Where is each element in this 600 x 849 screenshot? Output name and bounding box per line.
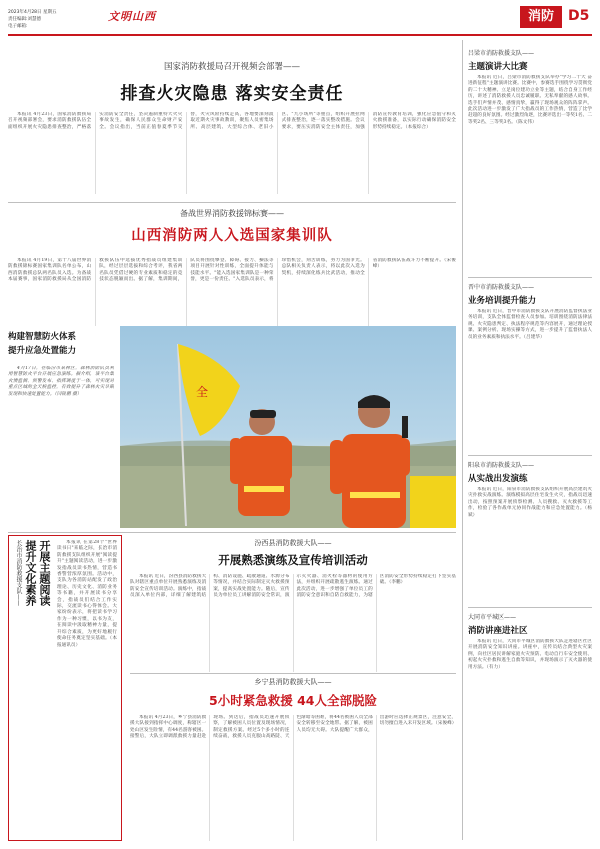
xiangning-kicker: 乡宁县消防救援大队—— (254, 678, 332, 686)
luliang-body: 本报讯 近日，吕梁市消防救援支队举办"学习二十大 奋进新征程"主题演讲比赛。比赛中，参赛选手围绕学习贯彻党的二十大精神、立足岗位建功立业等主题，结合自身工作经历，讲述了消防救援人员忠诚履职、无私奉献的感人故事。选手们声情并茂、感情真挚，赢得了现场观众的阵阵掌声。此次活动进一步激发了广大指战员的工作热情，营造了比学赶超的良好氛围。经过激烈角逐，比赛评选出一等奖1名、二等奖2名、三等奖3名。（陈文伟） (468, 75, 592, 125)
lead-body: 本报讯 4月23日，国家消防救援局召开视频部署会，要求消防救援队伍全面组织开展火灾隐患排查整治，严格落实消防安全责任，坚决遏制重特大火灾事故发生，确保人民群众生命财产安全。会议指出，当前正值春夏季节交替，火灾风险持续走高，各地要深刻汲取近期火灾事故教训，聚焦人员密集场所、高层建筑、大型综合体、老旧小区、"九小场所"等重点，组织开展拉网式排查整治，逐一落实整改措施。会议要求，要压实消防安全主体责任，加强消防宣传教育培训，强化应急值守和灭火救援准备，以实际行动确保消防安全形势持续稳定。（本报综合） (8, 112, 456, 130)
divider (468, 607, 592, 608)
header-editor: 责任编辑:刘慧德 (8, 17, 42, 22)
lead-kicker: 国家消防救援局召开视频会部署—— (163, 62, 300, 72)
header-red-rule (8, 34, 592, 36)
jinzhong-body: 本报讯 近日，晋中市消防救援支队开展消防监督执法业务培训，支队全体监督检查人员参加。培训围绕消防法律法规、火灾隐患判定、执法程序规范等内容展开，通过理论授课、案例分析、现场实操等方式，进一步提升了监督执法人员的业务素质和执法水平。（吕建华） (468, 309, 592, 340)
divider (468, 455, 592, 456)
header-date: 2023年4月28日 星期五 (8, 10, 57, 15)
luliang-kicker: 吕梁市消防救援支队—— (468, 50, 535, 57)
changzhi-box (8, 535, 122, 841)
left-promo (8, 330, 114, 528)
header-email: 电子邮箱: (8, 24, 28, 29)
section-badge: 消防 (520, 6, 562, 28)
left-promo-body: 4月17日，在临汾市某林区，森林消防队员利用智慧防火平台开展应急演练。据介绍，该平台集火情监测、预警发布、指挥调度于一体，可实现对重点区域的全天候监控，有效提升了森林火灾早期发现和快速处置能力。（闫锐鹏 摄） (8, 366, 114, 397)
xiangning-body: 本报讯 4月23日，乡宁县消防救援大队接到指挥中心调度，称辖区一处山区发生险情，有44名游客被困。接警后，大队立即调派救援力量赶赴现场。到达后，指战员迅速开展侦察，了解被困人员位置及现场情况，制定救援方案。经过5个多小时的连续奋战，救援人员克服山高路陡、天色渐暗等困难，将44名被困人员全部安全转移至安全地带。据了解，被困人员均无大碍。大队提醒广大群众，出游时应选择正规景区，注意安全，切勿擅自进入未开发区域。（宋俊峰） (130, 715, 456, 740)
divider (130, 673, 456, 674)
changzhi-body: 本报讯 在第28个"世界读书日"来临之际，长治市消防救援支队组织开展"阅读提升"主题阅读活动，进一步激发指战员读书热情，营造书香警营浓厚氛围。活动中，支队为各消防站配发了政治理论、历史文化、消防业务等书籍，并开展读书分享会，指战员们结合工作实际，交流读书心得体会。大家纷纷表示，将把读书学习作为一种习惯，以书为友，在阅读中汲取精神力量，提升综合素质，为更好地履行使命任务奠定坚实基础。（本报通讯员） (57, 540, 117, 648)
changzhi-side-kicker: 长治市消防救援支队—— (15, 540, 22, 606)
xiangning-title: 5小时紧急救援 44人全部脱险 (209, 693, 377, 708)
brand-logo: 文明山西 (108, 10, 156, 23)
datong-body: 本报讯 近日，大同市平城区消防救援大队走进辖区社区开展消防安全知识讲座。讲座中，宣传员结合典型火灾案例，向社区居民讲解家庭火灾预防、电动自行车安全使用、初起火灾扑救和逃生自救等知识，并现场演示了灭火器的使用方法。（有力） (468, 639, 592, 670)
fenxi-body: 本报讯 近日，汾西县消防救援大队对辖区重点单位开展熟悉演练及消防安全宣传培训活动。演练中，指战员深入单位内部，详细了解建筑结构、消防设施、疏散通道、水源分布等情况，并结合实际制定灭火救援预案，提高实战处置能力。随后，宣传员为单位员工讲解消防安全常识，演示灭火器、消火栓等器材的使用方法，并组织开展疏散逃生演练。通过此次活动，进一步增强了单位员工的消防安全意识和自防自救能力，为辖区消防安全形势持续稳定打下坚实基础。（李鹏） (130, 574, 456, 599)
changzhi-title: 开展主题阅读 提升文化素养 (24, 540, 51, 606)
lead-article (8, 60, 456, 194)
right-column (468, 48, 592, 729)
jinzhong-title: 业务培训提升能力 (468, 296, 537, 306)
luliang-title: 主题演讲大比赛 (468, 62, 528, 72)
yangquan-kicker: 阳泉市消防救援支队—— (468, 462, 535, 469)
ranking-body: 本报讯 4月19日，第十八届世界消防救援锦标赛国家集训队名单公布，山西消防救援总队两名队员入选。为备战本届赛事，国家消防救援局从全国消防救援队伍中选拔优秀指战员组建集训队，经过层层选拔和综合考评，我省两名队员凭借过硬的专业素质和稳定的竞技状态脱颖而出。据了解，集训期间，队员将围绕攀登、障碍、接力、操法等项目开展针对性训练，全面提升体能与技能水平。"能入选国家集训队是一种荣誉，更是一份责任。"入选队员表示，将珍惜机会，刻苦训练，努力为国争光。总队相关负责人表示，将以此次入选为契机，持续深化练兵比武活动，推动全省消防救援队伍战斗力不断提升。（宋俊峰） (8, 258, 456, 283)
left-promo-title: 构建智慧防火体系 提升应急处置能力 (8, 332, 77, 356)
divider (8, 202, 456, 203)
datong-kicker: 大同市平城区—— (468, 614, 517, 621)
fenxi-title: 开展熟悉演练及宣传培训活动 (218, 553, 368, 567)
svg-text:全: 全 (196, 385, 209, 399)
firefighters-photo (120, 326, 456, 528)
divider (468, 277, 592, 278)
ranking-kicker: 备战世界消防救援锦标赛—— (180, 209, 284, 218)
photo-illustration (120, 326, 456, 528)
datong-title: 消防讲座进社区 (468, 626, 528, 636)
yangquan-title: 从实战出发演练 (468, 474, 528, 484)
page-number: D5 (568, 8, 590, 24)
xiangning-article (130, 677, 456, 841)
lead-title: 排查火灾隐患 落实安全责任 (120, 84, 344, 104)
fenxi-kicker: 汾西县消防救援大队—— (254, 539, 332, 547)
column-divider (462, 40, 463, 840)
yangquan-body: 本报讯 近日，阳泉市消防救援支队组织开展高层建筑火灾扑救实战演练。演练模拟高层住宅发生火灾，指战员迅速出动，按照预案开展侦察检测、人员搜救、灭火救援等工作，检验了各作战单元协同作战能力和应急处置能力。（杨斌） (468, 487, 592, 518)
ranking-article (8, 208, 456, 245)
fenxi-article (130, 538, 456, 672)
masthead (8, 6, 592, 44)
jinzhong-kicker: 晋中市消防救援支队—— (468, 284, 535, 291)
ranking-title: 山西消防两人入选国家集训队 (131, 228, 333, 244)
divider (8, 532, 456, 533)
